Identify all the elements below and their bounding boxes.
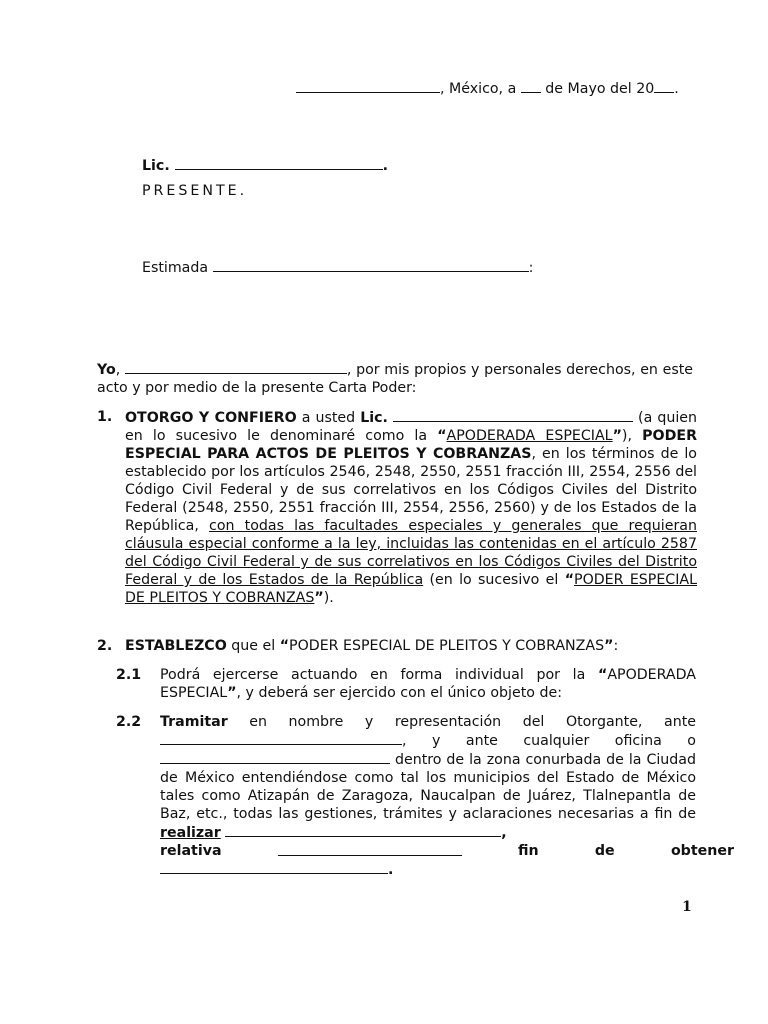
clause-number: 1. bbox=[97, 409, 113, 425]
greeting-line: Estimada : bbox=[142, 260, 534, 276]
greeting-name-blank[interactable] bbox=[213, 258, 529, 272]
clause-2 bbox=[97, 637, 697, 655]
page-number: 1 bbox=[682, 899, 692, 915]
day-blank[interactable] bbox=[521, 79, 541, 93]
presente-label: PRESENTE. bbox=[142, 183, 248, 199]
grantor-name-blank[interactable] bbox=[125, 360, 347, 374]
clause-2-2 bbox=[116, 713, 734, 879]
clause-1 bbox=[97, 408, 697, 607]
intro-paragraph: Yo, , por mis propios y personales derechos, en este acto y por medio de la presente Carta Poder: bbox=[97, 362, 694, 396]
date-line: , México, a de Mayo del 20 . bbox=[296, 79, 696, 98]
goal-line: . bbox=[160, 860, 696, 879]
clause-2-2-body: Tramitar en nombre y representación del Otorgante, ante , y ante cualquier oficina o dentro de la zona conurbada de la Ciudad de México entendiéndose como tal los municipios del Estado de México tales como Atizapán de Zaragoza, Naucalpan de Juárez, Tlalnepantla de Baz, etc., todas las gestiones, trámites y aclaraciones necesarias a fin de realizar , relativa fin de obtener . bbox=[160, 714, 734, 878]
addressee-name-blank[interactable] bbox=[175, 156, 383, 170]
city-blank[interactable] bbox=[296, 79, 440, 93]
office-blank[interactable] bbox=[160, 750, 390, 764]
attorney-name-blank[interactable] bbox=[393, 408, 633, 422]
subject-blank[interactable] bbox=[278, 842, 462, 856]
authority-blank[interactable] bbox=[160, 731, 402, 745]
year-blank[interactable] bbox=[654, 79, 674, 93]
clause-2-1 bbox=[116, 666, 696, 702]
clause-2-body: ESTABLEZCO que el “PODER ESPECIAL DE PLEITOS Y COBRANZAS”: bbox=[125, 638, 619, 654]
goal-blank[interactable] bbox=[160, 860, 388, 874]
clause-number: 2.2 bbox=[116, 714, 142, 730]
clause-1-body: OTORGO Y CONFIERO a usted Lic. (a quien en lo sucesivo le denominaré como la “APODERADA ESPECIAL”), PODER ESPECIAL PARA ACTOS DE PLEITOS Y COBRANZAS, en los términos de lo establecido por los artículos 2546, 2548, 2550, 2551 fracción III, 2554, 2556 del Código Civil Federal y de sus correlativos en los Códigos Civiles del Distrito Federal (2548, 2550, 2551 fracción III, 2554, 2556, 2560) y de los Estados de la República, con todas las facultades especiales y generales que requieran cláusula especial conforme a la ley, incluidas las contenidas en el artículo 2587 del Código Civil Federal y de sus correlativos en los Códigos Civiles del Distrito Federal y de los Estados de la República (en lo sucesivo el “PODER ESPECIAL DE PLEITOS Y COBRANZAS”). bbox=[125, 410, 698, 606]
relativa-line: relativa fin de obtener bbox=[160, 843, 734, 859]
clause-2-1-body: Podrá ejercerse actuando en forma individual por la “APODERADA ESPECIAL”, y deberá ser ejercido con el único objeto de: bbox=[160, 667, 696, 701]
procedure-blank[interactable] bbox=[225, 823, 501, 837]
clause-number: 2.1 bbox=[116, 667, 142, 683]
clause-number: 2. bbox=[97, 638, 113, 654]
addressee-line: Lic. . bbox=[142, 158, 389, 174]
